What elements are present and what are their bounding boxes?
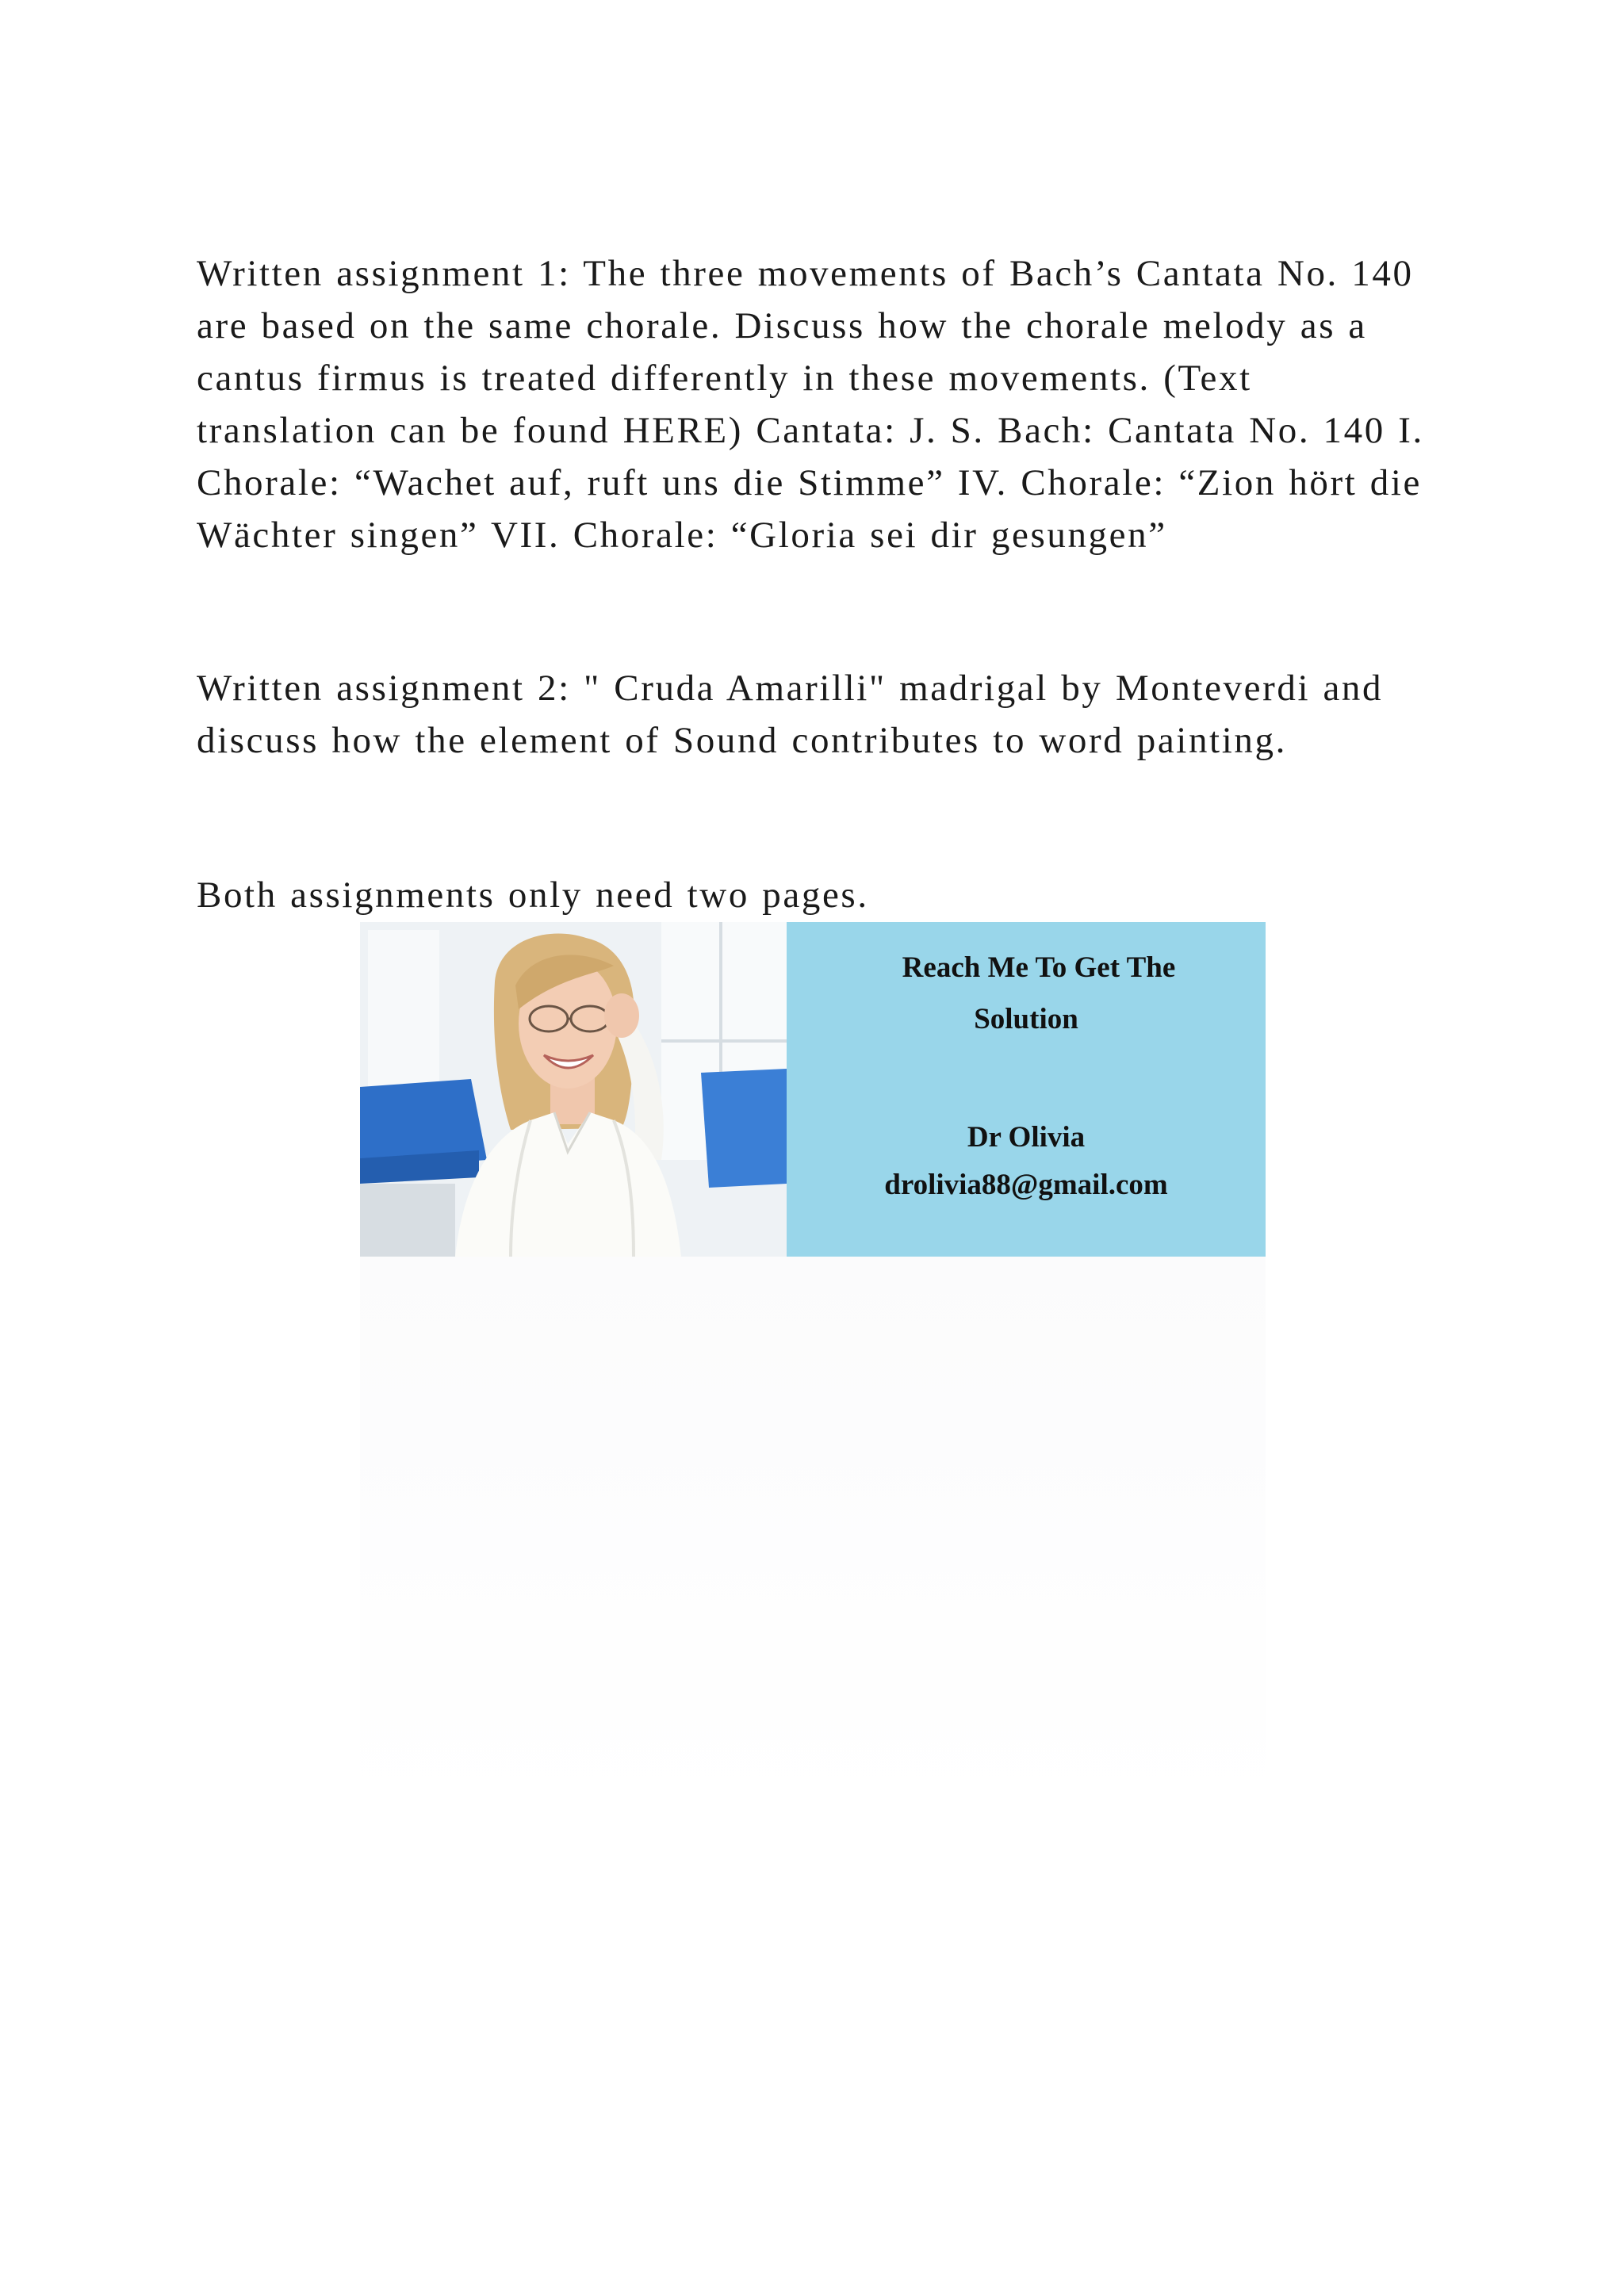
assignment-1-paragraph: Written assignment 1: The three movements of Bach’s Cantata No. 140 are based on the same chorale. Discuss how the chorale melody as a cantus firmus is treated differently in these movements. (Text translation can be found HERE) Cantata: J. S. Bach: Cantata No. 140 I. Chorale: “Wachet auf, ruft uns die Stimme” IV. Chorale: “Zion hört die Wächter singen” VII. Chorale: “Gloria sei dir gesungen”	[197, 253, 1424, 556]
card-heading-line-1: Reach Me To Get The	[902, 951, 1176, 984]
assignment-2-paragraph: Written assignment 2: " Cruda Amarilli" madrigal by Monteverdi and discuss how the element of Sound contributes to word painting.	[197, 668, 1384, 761]
contact-email: drolivia88@gmail.com	[884, 1169, 1168, 1201]
contact-name: Dr Olivia	[967, 1121, 1086, 1154]
contact-card	[787, 922, 1266, 1257]
card-heading-line-2: Solution	[974, 1003, 1078, 1035]
woman-photo	[360, 922, 787, 1257]
contact-banner	[360, 922, 1266, 1257]
woman-illustration	[360, 922, 787, 1257]
image-shadow-area	[360, 1257, 1266, 1812]
page-count-paragraph: Both assignments only need two pages.	[197, 874, 869, 916]
